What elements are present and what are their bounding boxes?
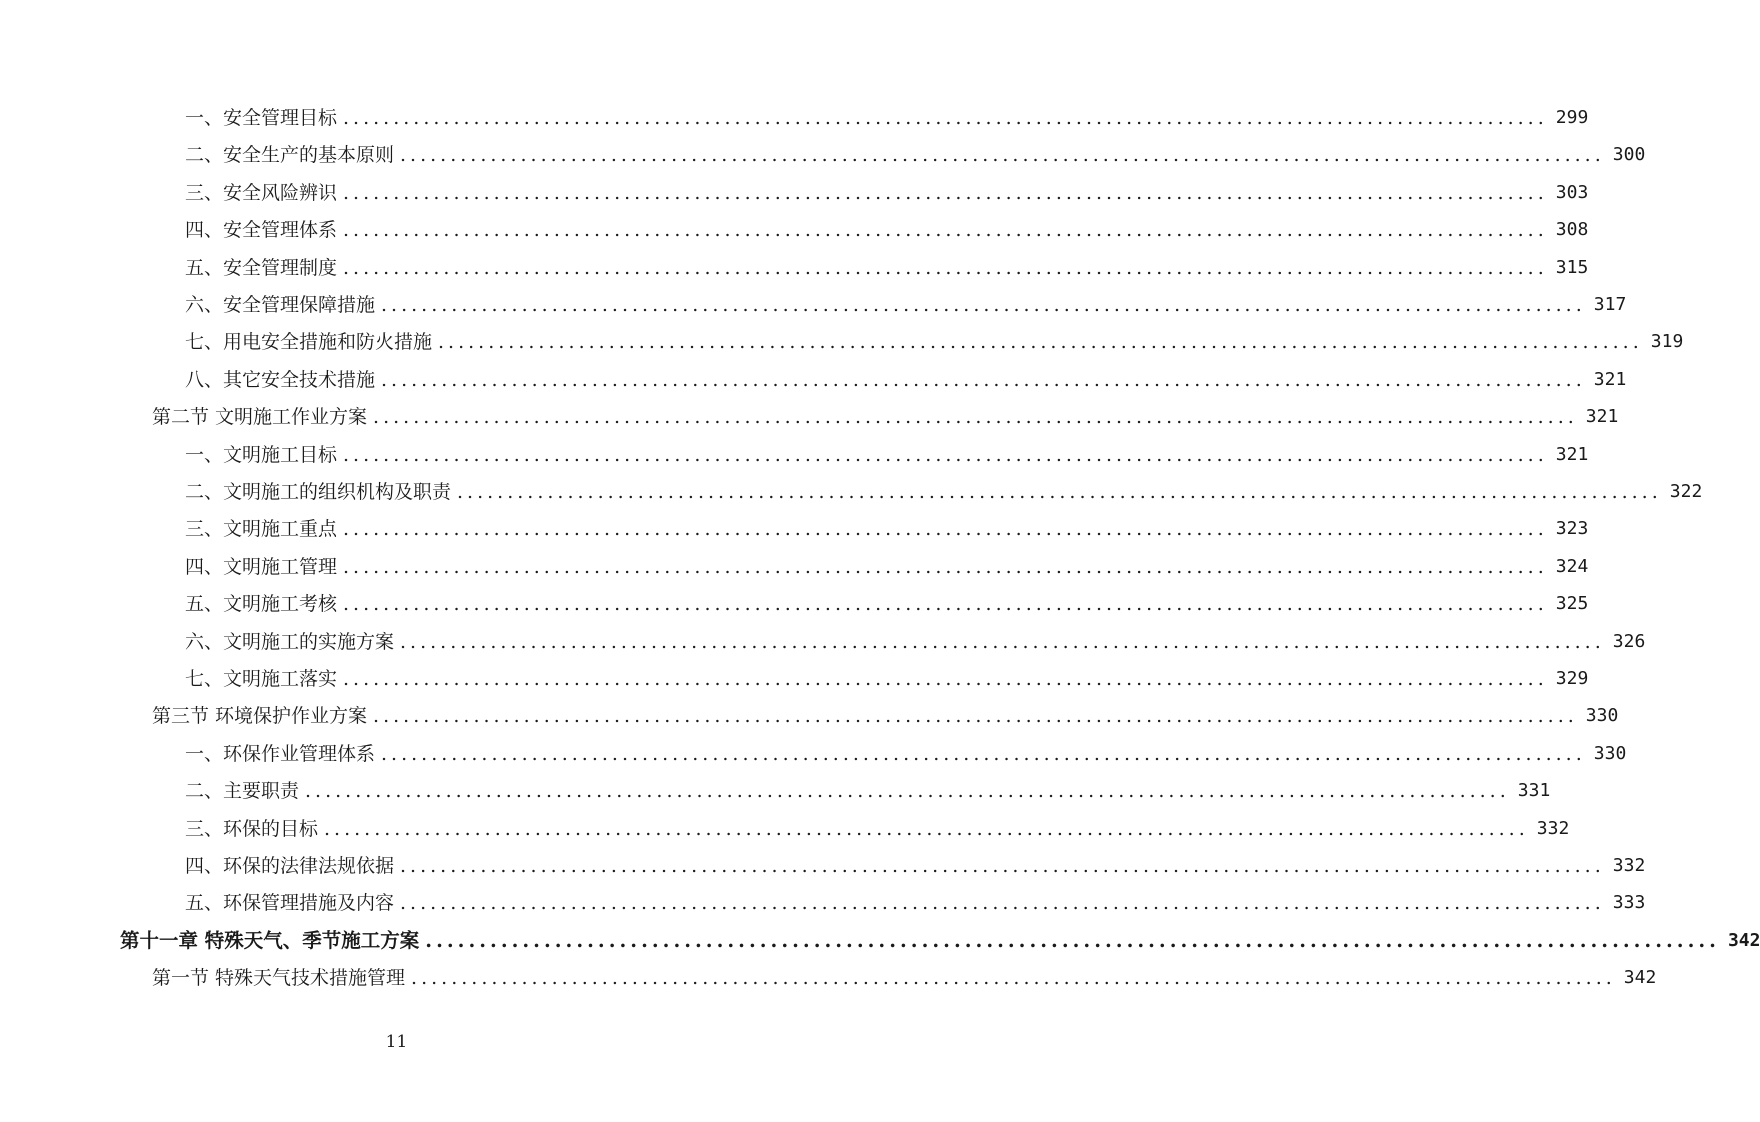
toc-entry-title: 二、主要职责 xyxy=(185,780,300,803)
toc-entry-title: 五、安全管理制度 xyxy=(185,256,338,279)
toc-entry-title: 第一节 特殊天气技术措施管理 xyxy=(152,967,406,990)
toc-leader-dots: ........................................................................................................................ xyxy=(400,892,1605,915)
toc-entry-title: 八、其它安全技术措施 xyxy=(185,368,376,391)
toc-entry[interactable] xyxy=(185,549,1589,585)
toc-leader-dots: ........................................................................................................................ xyxy=(324,817,1529,840)
toc-entry[interactable] xyxy=(185,848,1646,884)
toc-entry[interactable] xyxy=(185,250,1589,286)
toc-leader-dots: ........................................................................................................................ xyxy=(343,593,1548,616)
toc-leader-dots: ........................................................................................................................ xyxy=(381,368,1586,391)
toc-entry-title: 七、文明施工落实 xyxy=(185,668,338,690)
toc-leader-dots: ........................................................................................................................ xyxy=(343,668,1548,690)
toc-entry-page-number: 321 xyxy=(1555,443,1589,465)
toc-entry[interactable] xyxy=(185,137,1646,173)
toc-entry-title: 三、环保的目标 xyxy=(185,817,319,840)
toc-entry[interactable] xyxy=(185,212,1589,248)
toc-entry[interactable] xyxy=(185,811,1570,847)
toc-entry-page-number: 321 xyxy=(1585,406,1619,428)
toc-entry[interactable] xyxy=(185,885,1646,921)
toc-entry-page-number: 303 xyxy=(1555,181,1589,203)
toc-entry[interactable] xyxy=(185,511,1589,547)
toc-entry[interactable] xyxy=(185,324,1684,360)
toc-entry-title: 四、环保的法律法规依据 xyxy=(185,855,395,877)
toc-entry[interactable] xyxy=(185,736,1627,772)
toc-leader-dots: ........................................................................................................................ xyxy=(438,331,1643,354)
toc-entry-page-number: 332 xyxy=(1612,855,1646,876)
toc-entry[interactable] xyxy=(185,624,1646,660)
toc-entry-page-number: 325 xyxy=(1555,593,1589,615)
toc-entry[interactable] xyxy=(185,175,1589,211)
toc-entry-page-number: 323 xyxy=(1555,518,1589,540)
toc-entry-page-number: 329 xyxy=(1555,668,1589,689)
toc-entry-title: 六、安全管理保障措施 xyxy=(185,294,376,316)
toc-leader-dots: ........................................................................................................................ xyxy=(305,780,1510,803)
toc-leader-dots: ........................................................................................................................ xyxy=(400,144,1605,167)
toc-entry-title: 一、安全管理目标 xyxy=(185,107,338,129)
toc-leader-dots: ........................................................................................................................ xyxy=(373,406,1578,429)
toc-entry-page-number: 299 xyxy=(1555,107,1589,128)
toc-entry-title: 第二节 文明施工作业方案 xyxy=(152,406,368,429)
toc-entry-page-number: 319 xyxy=(1650,331,1684,353)
toc-entry-page-number: 333 xyxy=(1612,892,1646,914)
toc-entry-title: 第三节 环境保护作业方案 xyxy=(152,705,368,728)
toc-entry-title: 第十一章 特殊天气、季节施工方案 xyxy=(120,928,420,952)
toc-entry-page-number: 324 xyxy=(1555,555,1589,577)
toc-leader-dots: ........................................................................................................................ xyxy=(343,107,1548,129)
toc-leader-dots: ........................................................................................................................ xyxy=(343,555,1548,578)
toc-entry-page-number: 330 xyxy=(1593,742,1627,764)
toc-leader-dots: ........................................................................................................................ xyxy=(457,481,1662,503)
toc-leader-dots: ........................................................................................................................ xyxy=(411,967,1616,990)
toc-leader-dots: ........................................................................................................................ xyxy=(381,294,1586,316)
toc-entry[interactable] xyxy=(152,960,1657,996)
toc-entry-title: 一、环保作业管理体系 xyxy=(185,742,376,765)
toc-entry-page-number: 300 xyxy=(1612,144,1646,166)
toc-leader-dots: ........................................................................................................................ xyxy=(400,855,1605,877)
toc-entry-page-number: 342 xyxy=(1727,929,1760,951)
toc-entry-title: 五、文明施工考核 xyxy=(185,593,338,616)
toc-entry[interactable] xyxy=(185,437,1589,473)
toc-entry-title: 五、环保管理措施及内容 xyxy=(185,892,395,915)
toc-entry-page-number: 330 xyxy=(1585,705,1619,727)
toc-entry[interactable] xyxy=(185,287,1627,323)
toc-leader-dots: ........................................................................................................................ xyxy=(373,705,1578,728)
toc-entry-title: 三、文明施工重点 xyxy=(185,518,338,541)
toc-leader-dots: ........................................................................................................................ xyxy=(400,630,1605,653)
toc-entry-title: 三、安全风险辨识 xyxy=(185,181,338,204)
toc-entry-page-number: 322 xyxy=(1669,481,1703,502)
toc-entry[interactable] xyxy=(185,362,1627,398)
toc-entry-page-number: 308 xyxy=(1555,219,1589,241)
toc-leader-dots: ........................................................................................................................ xyxy=(343,181,1548,204)
page-number: 11 xyxy=(385,1032,408,1052)
toc-entry-page-number: 326 xyxy=(1612,630,1646,652)
toc-entry-page-number: 332 xyxy=(1536,817,1570,839)
toc-leader-dots: ........................................................................................................................ xyxy=(343,256,1548,279)
toc-entry-title: 四、文明施工管理 xyxy=(185,555,338,578)
toc-entry[interactable] xyxy=(185,773,1551,809)
toc-entry-title: 四、安全管理体系 xyxy=(185,219,338,242)
toc-entry-title: 二、安全生产的基本原则 xyxy=(185,144,395,167)
toc-entry-page-number: 315 xyxy=(1555,256,1589,278)
toc-entry-page-number: 317 xyxy=(1593,294,1627,315)
toc-entry[interactable] xyxy=(185,100,1589,136)
toc-entry-title: 七、用电安全措施和防火措施 xyxy=(185,331,433,354)
toc-entry-page-number: 331 xyxy=(1517,780,1551,802)
toc-entry-page-number: 321 xyxy=(1593,368,1627,390)
toc-entry[interactable] xyxy=(152,698,1619,734)
toc-entry[interactable] xyxy=(185,474,1703,510)
toc-entry[interactable] xyxy=(120,923,1760,959)
toc-leader-dots: ........................................................................................................................ xyxy=(343,518,1548,541)
toc-leader-dots: ........................................................................................................................ xyxy=(425,928,1720,952)
toc-entry[interactable] xyxy=(185,661,1589,697)
toc-leader-dots: ........................................................................................................................ xyxy=(381,742,1586,765)
toc-entry-title: 一、文明施工目标 xyxy=(185,443,338,466)
toc-leader-dots: ........................................................................................................................ xyxy=(343,219,1548,242)
toc-entry[interactable] xyxy=(185,586,1589,622)
toc-entry-title: 二、文明施工的组织机构及职责 xyxy=(185,481,452,503)
toc-entry-page-number: 342 xyxy=(1623,967,1657,989)
toc-entry[interactable] xyxy=(152,399,1619,435)
toc-entry-title: 六、文明施工的实施方案 xyxy=(185,630,395,653)
toc-leader-dots: ........................................................................................................................ xyxy=(343,443,1548,466)
